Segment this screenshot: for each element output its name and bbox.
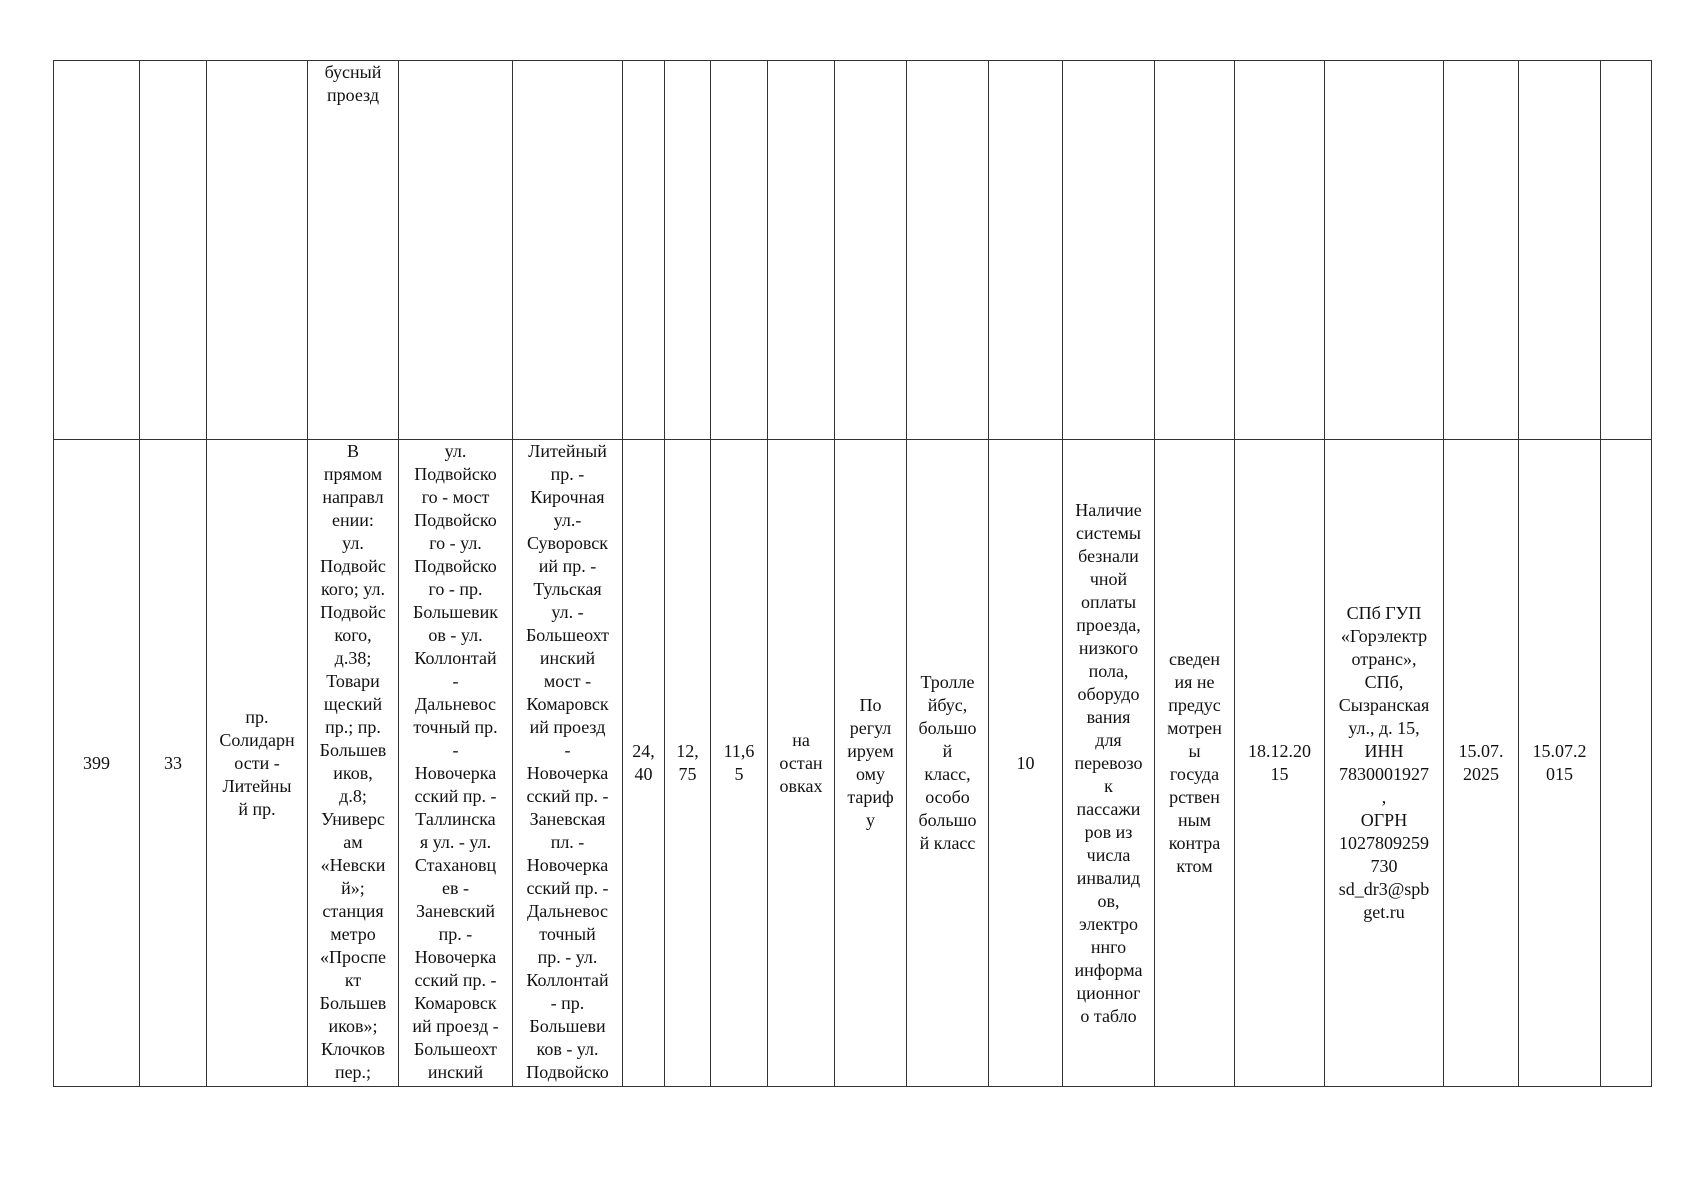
- cell-contract-start: [1519, 61, 1601, 440]
- cell-carrier: СПб ГУП «Горэлектр отранс», СПб, Сызранская ул., д. 15, ИНН 7830001927 , ОГРН 1027809259 730 sd_dr3@spb get.ru: [1325, 440, 1444, 1087]
- cell-length-forward: 24, 40: [623, 440, 665, 1087]
- cell-vehicle-type: Тролле йбус, большо й класс, особо большо й класс: [907, 440, 989, 1087]
- cell-contract-end: [1444, 61, 1519, 440]
- cell-contract-start: 15.07.2 015: [1519, 440, 1601, 1087]
- cell-start-date: [1235, 61, 1325, 440]
- cell-streets-forward-text: ул. Подвойско го - мост Подвойско го - ул. Подвойско го - пр. Большевик ов - ул. Коллонтай - Дальневос точный пр. - Новочерка сский пр. - Таллинска я ул. - ул. Стахановц ев - Заневский пр. - Новочерка сский пр. - Комаровск ий проезд - Большеохт инский: [412, 441, 499, 1082]
- cell-tariff-type: По регул ируем ому тариф у: [835, 440, 907, 1087]
- cell-contract-end: 15.07. 2025: [1444, 440, 1519, 1087]
- cell-stops-text: В прямом направл ении: ул. Подвойс кого; ул. Подвойс кого, д.38; Товари щеский пр.; пр. Большев иков, д.8; Универс ам «Невски й»; станция метро «Проспе кт Большев иков»; Клочков пер.;: [319, 441, 387, 1082]
- cell-stops: бусный проезд: [308, 61, 399, 440]
- route-registry-table: [53, 60, 1652, 1087]
- cell-streets-forward: [399, 440, 513, 1087]
- cell-vehicle-type: [907, 61, 989, 440]
- cell-route-number: 33: [140, 440, 207, 1087]
- cell-tariff-type: [835, 61, 907, 440]
- cell-streets-backward: [513, 440, 623, 1087]
- cell-notes: [1601, 61, 1652, 440]
- cell-vehicle-count: 10: [989, 440, 1063, 1087]
- cell-start-date: 18.12.20 15: [1235, 440, 1325, 1087]
- cell-route-name: [207, 61, 308, 440]
- cell-length-backward: [665, 61, 711, 440]
- cell-number: [54, 61, 140, 440]
- cell-vehicle-count: [989, 61, 1063, 440]
- cell-streets-backward-text: Литейный пр. - Кирочная ул.- Суворовск ий пр. - Тульская ул. - Большеохт инский мост - Комаровск ий проезд - Новочерка сский пр. - Заневская пл. - Новочерка сский пр. - Дальневос точный пр. - ул. Коллонтай - пр. Большеви ков - ул. Подвойско: [525, 441, 610, 1082]
- cell-boarding-order: [768, 61, 835, 440]
- cell-vehicle-features: [1063, 61, 1155, 440]
- cell-boarding-order: на остан овках: [768, 440, 835, 1087]
- cell-stops: [308, 440, 399, 1087]
- cell-length-average: 11,6 5: [711, 440, 768, 1087]
- cell-length-backward: 12, 75: [665, 440, 711, 1087]
- cell-route-number: [140, 61, 207, 440]
- cell-ecology-class: [1155, 61, 1235, 440]
- table-row: [54, 440, 1652, 1087]
- cell-carrier: [1325, 61, 1444, 440]
- table-row: [54, 61, 1652, 440]
- cell-number: 399: [54, 440, 140, 1087]
- cell-streets-backward: [513, 61, 623, 440]
- cell-vehicle-features: Наличие системы безнали чной оплаты проезда, низкого пола, оборудо вания для перевозо к пассажи ров из числа инвалид ов, электро ннго информа ционног о табло: [1063, 440, 1155, 1087]
- cell-streets-forward: [399, 61, 513, 440]
- cell-notes: [1601, 440, 1652, 1087]
- cell-length-average: [711, 61, 768, 440]
- cell-length-forward: [623, 61, 665, 440]
- cell-route-name: пр. Солидарн ости - Литейны й пр.: [207, 440, 308, 1087]
- cell-ecology-class: сведен ия не предус мотрен ы госуда рствен ным контра ктом: [1155, 440, 1235, 1087]
